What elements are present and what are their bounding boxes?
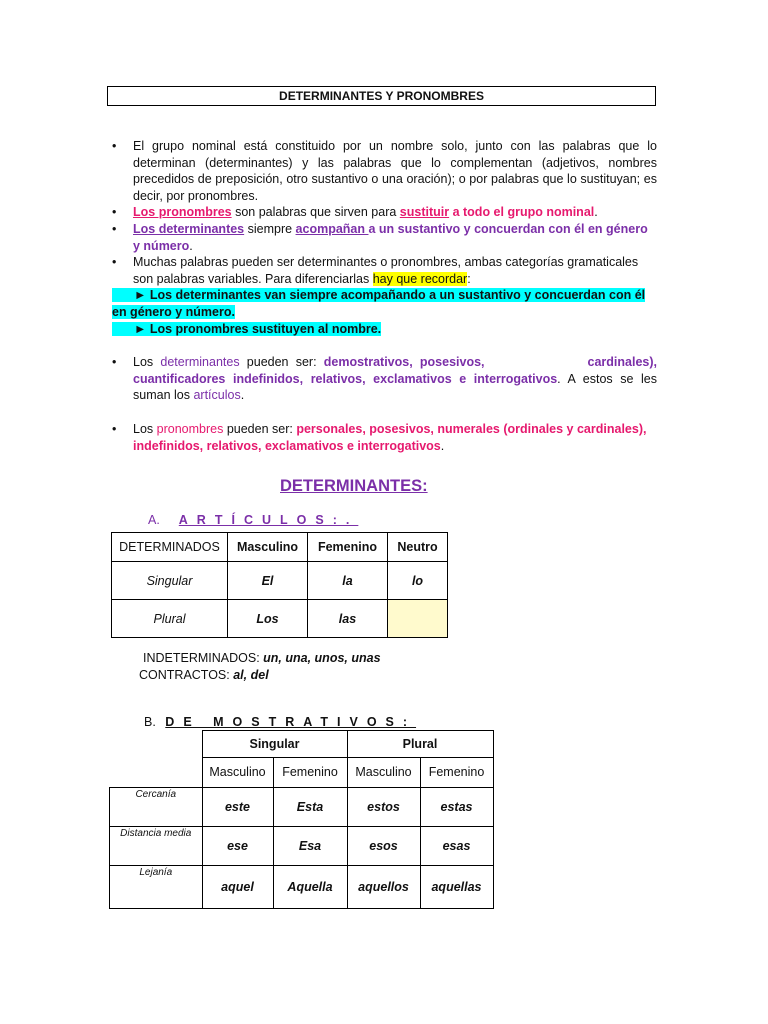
table-cell: aquel xyxy=(202,865,273,908)
table-header-cell: DETERMINADOS xyxy=(112,533,228,562)
arrow-icon: ► xyxy=(134,288,147,303)
contractos-line: CONTRACTOS: al, del xyxy=(139,668,269,682)
bullet-icon: • xyxy=(112,221,117,236)
row-label: Lejanía xyxy=(110,865,203,908)
section-b-heading: B. DE MOSTRATIVOS: xyxy=(144,715,417,729)
table-cell: Esta xyxy=(273,787,347,826)
table-row xyxy=(112,600,448,638)
demostrativos-table xyxy=(109,730,494,909)
table-header-cell: Femenino xyxy=(308,533,388,562)
articulos-table xyxy=(111,532,448,638)
table-cell: la xyxy=(308,562,388,600)
section-a-heading: A. ARTÍCULOS:. xyxy=(148,513,359,527)
list-item: • Los determinantes pueden ser: demostrativos, posesivos, cardinales), cuantificadores indefinidos, relativos, exclamativos e interrogativos. A estos se les suman los artículos. xyxy=(112,355,657,403)
table-header-cell: Femenino xyxy=(273,758,347,788)
bullet-icon: • xyxy=(112,355,117,370)
arrow-icon: ► xyxy=(134,321,147,336)
list-item: • Los determinantes siempre acompañan a un sustantivo y concuerdan con él en género y número. xyxy=(112,221,648,253)
list-item: • Los pronombres pueden ser: personales, posesivos, numerales (ordinales y cardinales), indefinidos, relativos, exclamativos e interrogativos. xyxy=(112,421,647,453)
table-cell: aquellas xyxy=(420,865,493,908)
table-header-cell: Masculino xyxy=(347,758,420,788)
highlight-rule-1: ► Los determinantes van siempre acompañando a un sustantivo y concuerdan con él en género y número. xyxy=(112,288,646,319)
table-cell: esas xyxy=(420,826,493,865)
bullet-icon: • xyxy=(112,421,117,436)
table-cell: Plural xyxy=(112,600,228,638)
table-header-cell: Singular xyxy=(202,731,347,758)
bullet-icon: • xyxy=(112,205,117,220)
table-cell: Aquella xyxy=(273,865,347,908)
table-cell: Los xyxy=(228,600,308,638)
table-cell: El xyxy=(228,562,308,600)
page-title: DETERMINANTES Y PRONOMBRES xyxy=(107,86,656,106)
table-row xyxy=(110,865,494,908)
table-cell: Singular xyxy=(112,562,228,600)
table-header-cell: Plural xyxy=(347,731,493,758)
table-cell: Esa xyxy=(273,826,347,865)
table-header-cell: Femenino xyxy=(420,758,493,788)
bullet-list xyxy=(112,138,657,454)
table-row xyxy=(112,562,448,600)
table-header-row xyxy=(112,533,448,562)
table-row xyxy=(110,826,494,865)
table-header-cell: Masculino xyxy=(228,533,308,562)
list-item xyxy=(112,287,657,320)
table-subheader-row xyxy=(110,758,494,788)
table-cell: este xyxy=(202,787,273,826)
indeterminados-line: INDETERMINADOS: un, una, unos, unas xyxy=(143,651,381,665)
table-cell: esos xyxy=(347,826,420,865)
table-row xyxy=(110,787,494,826)
bullet-icon: • xyxy=(112,139,117,153)
table-cell: lo xyxy=(388,562,448,600)
row-label: Cercanía xyxy=(110,787,203,826)
row-label: Distancia media xyxy=(110,826,203,865)
table-group-header-row xyxy=(110,731,494,758)
table-header-cell: Neutro xyxy=(388,533,448,562)
indeterminados-block xyxy=(139,650,381,684)
determinantes-heading: DETERMINANTES: xyxy=(280,477,428,495)
table-cell: aquellos xyxy=(347,865,420,908)
list-item: • El grupo nominal está constituido por un nombre solo, junto con las palabras que lo determinan (determinantes) y las palabras que lo complementan (adjetivos, nombres precedidos de preposición, otro sustantivo o una oración); o por palabras que lo sustituyan; es decir, por pronombres. xyxy=(112,139,657,203)
table-cell: ese xyxy=(202,826,273,865)
table-cell: las xyxy=(308,600,388,638)
list-item: • Muchas palabras pueden ser determinantes o pronombres, ambas categorías gramaticales son palabras variables. Para diferenciarlas hay que recordar: xyxy=(112,255,639,286)
table-cell: estas xyxy=(420,787,493,826)
table-cell-empty xyxy=(388,600,448,638)
table-header-cell: Masculino xyxy=(202,758,273,788)
table-cell: estos xyxy=(347,787,420,826)
highlight-rule-2: ► Los pronombres sustituyen al nombre. xyxy=(112,322,381,336)
list-item xyxy=(112,321,657,338)
bullet-icon: • xyxy=(112,255,117,270)
list-item: • Los pronombres son palabras que sirven para sustituir a todo el grupo nominal. xyxy=(112,205,598,220)
